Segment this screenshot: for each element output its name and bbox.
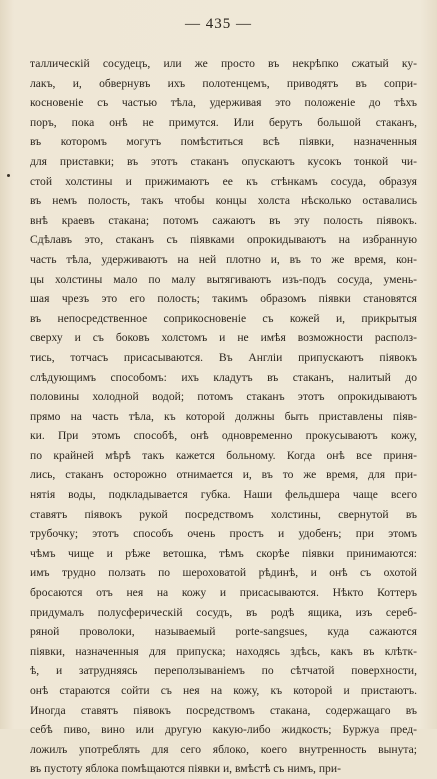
text-line: половины холодной водой; потомъ стаканъ этотъ опрокидываютъ — [30, 390, 417, 404]
text-line: ѣ, и затрудняясь переползываніемъ по сѣтчатой поверхности, — [30, 664, 417, 678]
text-line: таллическій сосудецъ, или же просто въ некрѣпко сжатый ку- — [30, 57, 417, 70]
body-text — [30, 54, 417, 779]
text-line: онѣ стараются сойти съ нея на кожу, къ которой и пристаютъ. — [30, 684, 417, 697]
text-line: лись, стаканъ осторожно отнимается и, въ то же время, для при- — [30, 468, 417, 482]
text-line: шая чрезъ это его полость; такимъ образомъ піявки становятся — [30, 292, 417, 306]
text-line: тись, тотчасъ присасываются. Въ Англіи припускаютъ піявокъ — [30, 350, 417, 364]
page-number: — 435 — — [185, 16, 252, 32]
text-line: ряной проволоки, называемый porte-sangsues, куда сажаются — [30, 625, 417, 639]
text-line: ставятъ піявокъ рукой посредствомъ холстины, свернутой въ — [30, 507, 417, 521]
text-line: Сдѣлавъ это, стаканъ съ піявками опрокидываютъ на избранную — [30, 233, 417, 247]
text-line: въ немъ полость, такъ чтобы концы холста нѣсколько оставались — [30, 194, 417, 208]
text-line: по крайней мѣрѣ такъ кажется больному. Когда онѣ все приня- — [30, 448, 417, 462]
text-line: сверху и съ боковъ холстомъ и не имѣя возможности располз- — [30, 331, 417, 345]
text-line: чѣмъ чище и рѣже ветошка, тѣмъ скорѣе піявки принимаются: — [30, 546, 417, 560]
text-line: лакъ, и, обвернувъ ихъ полотенцемъ, приводятъ въ сопри- — [30, 76, 417, 90]
text-line: поръ, пока онѣ не примутся. Или берутъ большой стаканъ, — [30, 115, 417, 129]
text-line: прямо на часть тѣла, къ которой должны быть приставлены піяв- — [30, 409, 417, 423]
text-line: Иногда ставятъ піявокъ посредствомъ стакана, содержащаго въ — [30, 703, 417, 717]
text-line: ки. При этомъ способѣ, онѣ одновременно прокусываютъ кожу, — [30, 429, 417, 443]
text-line: бросаются отъ нея на кожу и присасываются. Нѣкто Коттеръ — [30, 586, 417, 600]
text-line: трубочку; этотъ способъ очень простъ и удобенъ; при этомъ — [30, 527, 417, 541]
text-line: ложилъ употреблять для сего яблоко, коего внутренность вынута; — [30, 742, 417, 756]
text-line: косновеніе съ частью тѣла, удерживая это положеніе до тѣхъ — [30, 96, 417, 110]
text-line: для приставки; въ этотъ стаканъ опускаютъ кусокъ тонкой чи- — [30, 154, 417, 168]
text-line: піявки, назначенныя для припуска; находясь здѣсь, какъ въ клѣтк- — [30, 644, 417, 658]
text-line: стой холстины и прижимаютъ ее къ стѣнкамъ сосуда, образуя — [30, 174, 417, 188]
text-line: придумалъ полусферическій сосудъ, въ родѣ ящика, изъ сереб- — [30, 605, 417, 619]
text-line: внѣ краевъ стакана; потомъ сажаютъ въ эту полость піявокъ. — [30, 213, 417, 227]
text-line: въ непосредственное соприкосновеніе съ кожей и, прикрытыя — [30, 311, 417, 325]
text-line: въ которомъ могутъ помѣститься всѣ піявки, назначенныя — [30, 135, 417, 149]
text-line: слѣдующимъ способомъ: ихъ кладутъ въ стаканъ, налитый до — [30, 370, 417, 384]
text-line: часть тѣла, удерживаютъ на ней плотно и, въ то же время, кон- — [30, 252, 417, 266]
text-line: въ пустоту яблока помѣщаются піявки и, вмѣстѣ съ нимъ, при- — [30, 762, 341, 776]
margin-mark — [7, 174, 10, 177]
text-line: нятія воды, подкладывается губка. Наши фельдшера чаще всего — [30, 488, 417, 502]
text-line: себѣ пиво, вино или другую какую-либо жидкость; Буржуа пред- — [30, 723, 417, 737]
text-line: цы холстины мало по малу вытягиваютъ изъ-подъ сосуда, умень- — [30, 272, 417, 286]
text-line: имъ трудно ползать по шероховатой рѣдинѣ, и онѣ съ охотой — [30, 566, 417, 580]
